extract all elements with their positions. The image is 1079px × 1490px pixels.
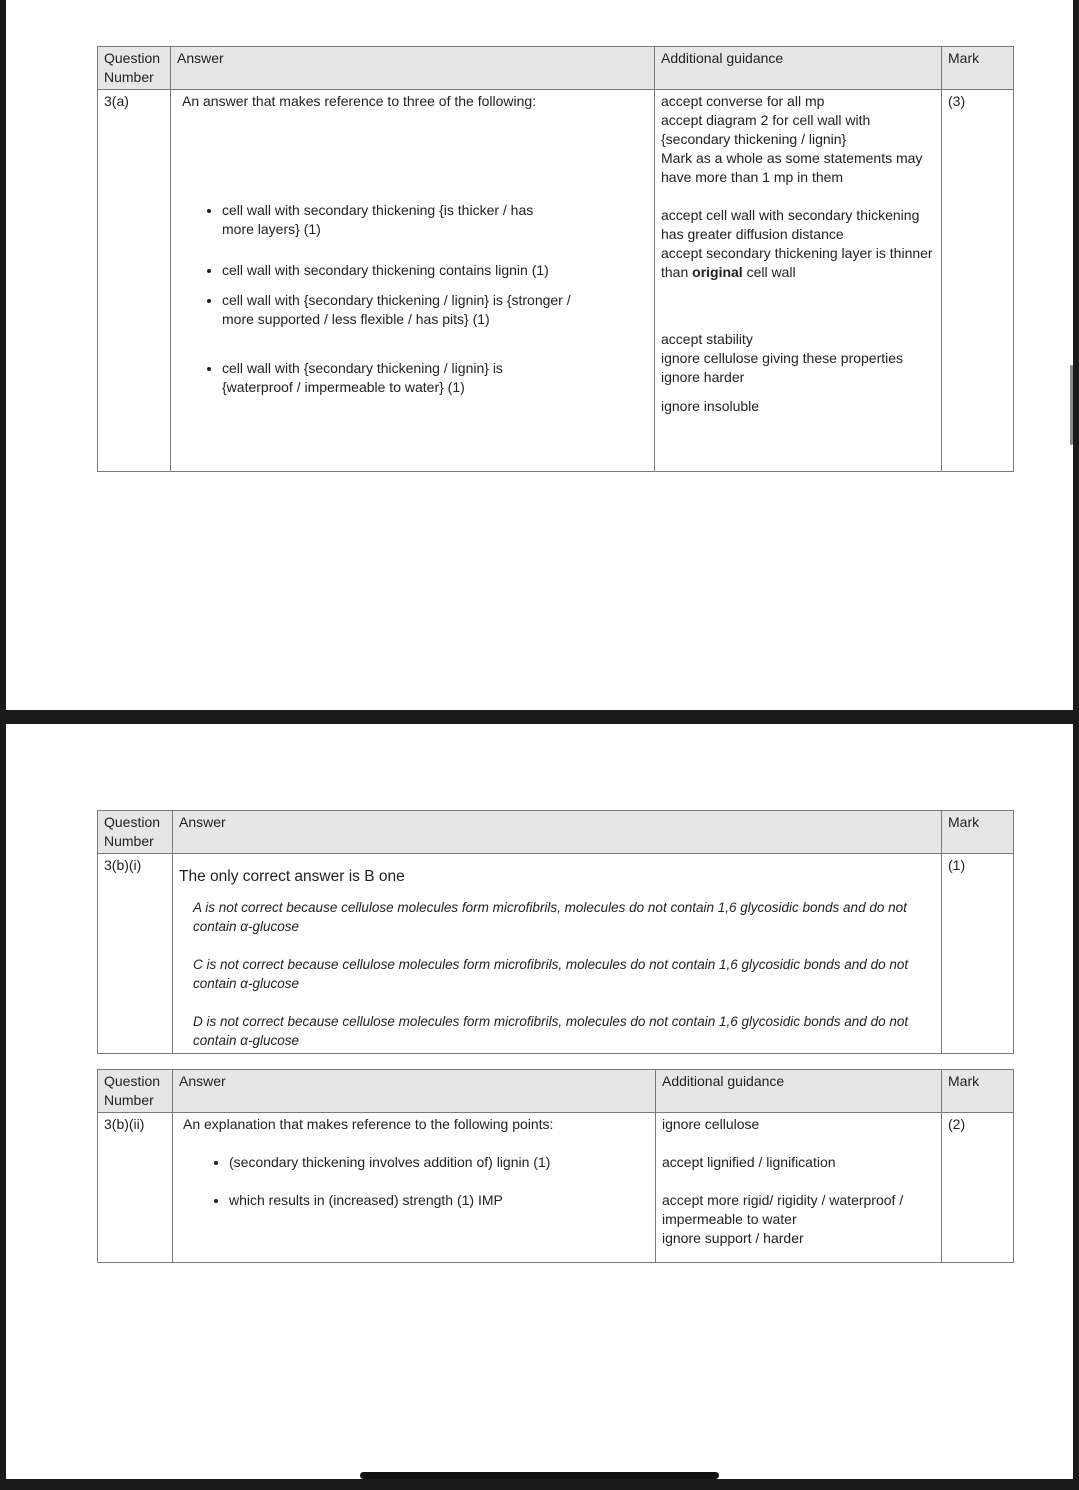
- guidance-cell: [656, 1113, 942, 1263]
- mark-scheme-table-3a: [97, 46, 1014, 472]
- guidance-line: ignore insoluble: [661, 398, 760, 414]
- guidance-line: accept more rigid/ rigidity / waterproof / impermeable to water: [662, 1192, 904, 1227]
- table-row: [98, 1113, 1014, 1263]
- header-question-number: Question Number: [98, 1070, 173, 1113]
- list-item: • which results in (increased) strength (1) IMP: [229, 1191, 649, 1210]
- guidance-text: cell wall: [742, 264, 796, 280]
- header-additional-guidance: Additional guidance: [656, 1070, 942, 1113]
- header-mark: Mark: [942, 47, 1014, 90]
- header-mark: Mark: [942, 811, 1014, 854]
- answer-cell: [173, 1113, 656, 1263]
- mark-scheme-table-3bii: [97, 1069, 1014, 1263]
- header-question-number: Question Number: [98, 47, 171, 90]
- guidance-line: accept cell wall with secondary thickening has greater diffusion distance: [661, 207, 920, 242]
- table-header-row: [98, 811, 1014, 854]
- list-item: • cell wall with {secondary thickening / lignin} is {waterproof / impermeable to water} (1): [222, 359, 542, 397]
- header-answer: Answer: [173, 811, 942, 854]
- list-item: • cell wall with {secondary thickening / lignin} is {stronger / more supported / less flexible / has pits} (1): [222, 291, 572, 359]
- page-2: [6, 724, 1073, 1479]
- list-item: • cell wall with secondary thickening contains lignin (1): [222, 261, 648, 291]
- home-indicator[interactable]: [360, 1472, 719, 1479]
- table-row: [98, 90, 1014, 472]
- scrollbar-thumb[interactable]: [1070, 365, 1073, 445]
- guidance-line: [661, 244, 935, 282]
- guidance-line: ignore cellulose giving these properties: [661, 350, 904, 366]
- correct-answer: The only correct answer is B one: [179, 868, 405, 885]
- answer-cell: [171, 90, 655, 472]
- guidance-bold-text: original: [692, 264, 743, 280]
- table-row: [98, 854, 1014, 1054]
- guidance-line: ignore support / harder: [662, 1230, 804, 1246]
- guidance-text: accept secondary thickening layer is thinner than: [661, 245, 933, 280]
- header-question-number: Question Number: [98, 811, 173, 854]
- guidance-line: accept converse for all mp: [661, 93, 825, 109]
- answer-points: [182, 201, 648, 397]
- page-1: [6, 0, 1073, 710]
- answer-intro: An explanation that makes reference to the following points:: [183, 1116, 554, 1132]
- guidance-line: ignore cellulose: [662, 1116, 760, 1132]
- explanation-a: A is not correct because cellulose molecules form microfibrils, molecules do not contain 1,6 glycosidic bonds and do not contain α-glucose: [193, 900, 907, 934]
- mark-value: (3): [942, 90, 1014, 472]
- mark-value: (2): [942, 1113, 1014, 1263]
- question-number: 3(b)(i): [98, 854, 173, 1054]
- header-additional-guidance: Additional guidance: [655, 47, 942, 90]
- mark-value: (1): [942, 854, 1014, 1054]
- answer-points: [183, 1153, 649, 1210]
- guidance-cell: [655, 90, 942, 472]
- question-number: 3(a): [98, 90, 171, 472]
- header-answer: Answer: [171, 47, 655, 90]
- table-header-row: [98, 1070, 1014, 1113]
- explanation-d: D is not correct because cellulose molecules form microfibrils, molecules do not contain 1,6 glycosidic bonds and do not contain α-glucose: [193, 1014, 909, 1048]
- header-mark: Mark: [942, 1070, 1014, 1113]
- header-answer: Answer: [173, 1070, 656, 1113]
- guidance-line: Mark as a whole as some statements may have more than 1 mp in them: [661, 150, 923, 185]
- explanation-c: C is not correct because cellulose molecules form microfibrils, molecules do not contain 1,6 glycosidic bonds and do not contain α-glucose: [193, 957, 909, 991]
- table-header-row: [98, 47, 1014, 90]
- mark-scheme-table-3bi: [97, 810, 1014, 1054]
- list-item: • cell wall with secondary thickening {is thicker / has more layers} (1): [222, 201, 562, 261]
- guidance-line: accept diagram 2 for cell wall with {secondary thickening / lignin}: [661, 112, 871, 147]
- answer-intro: An answer that makes reference to three of the following:: [182, 93, 537, 109]
- question-number: 3(b)(ii): [98, 1113, 173, 1263]
- guidance-line: accept lignified / lignification: [662, 1154, 836, 1170]
- guidance-line: accept stability: [661, 331, 753, 347]
- list-item: • (secondary thickening involves addition of) lignin (1): [229, 1153, 649, 1191]
- answer-cell: [173, 854, 942, 1054]
- guidance-line: ignore harder: [661, 369, 745, 385]
